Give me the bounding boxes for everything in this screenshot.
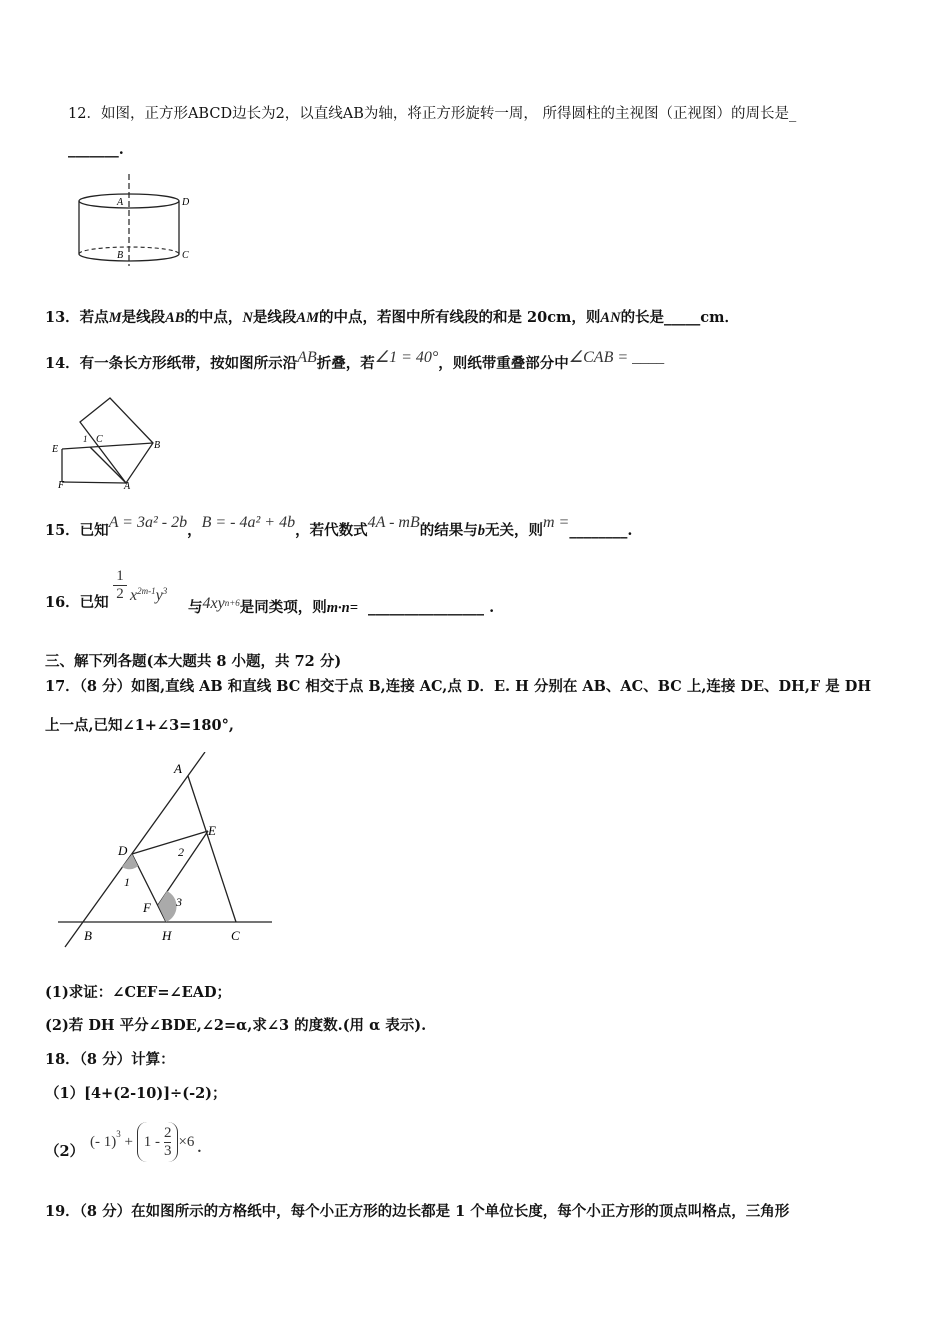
q16-monomial-1: $x^{2m-1}y^3$ — [130, 586, 168, 604]
q17-label-E: E — [208, 823, 216, 838]
q14-label-1: 1 — [83, 434, 88, 444]
q17-label-B: B — [84, 928, 92, 943]
q12-label-A: A — [117, 197, 124, 208]
q16-label: 16．已知 — [45, 594, 109, 611]
q14-label-E: E — [52, 444, 59, 455]
q16-text: 与$4xy^{n+6}$是同类项，则m·n= ________________ . — [188, 594, 495, 616]
section-3-heading: 三、解下列各题(本大题共 8 小题，共 72 分) — [45, 653, 342, 670]
q14-label-F: F — [58, 480, 65, 490]
q18-title: 18．（8 分）计算： — [45, 1051, 175, 1068]
q14-label-B: B — [154, 440, 161, 451]
q17-line2: 上一点,已知∠1+∠3=180°, — [45, 717, 234, 734]
q14-label-C: C — [96, 434, 103, 445]
q17-part1: (1)求证：∠CEF=∠EAD； — [45, 984, 232, 1001]
q12-label-C: C — [182, 250, 189, 261]
q18-part2-label: （2） — [45, 1143, 85, 1160]
q17-geometry-figure — [50, 752, 280, 952]
q14-label-A: A — [124, 481, 131, 490]
q18-part1: （1）[4+(2-10)]÷(-2)； — [45, 1085, 227, 1102]
q19-text: 19．（8 分）在如图所示的方格纸中，每个小正方形的边长都是 1 个单位长度，每个小正方形的顶点叫格点，三角形 — [45, 1203, 790, 1220]
q16-fraction: 1 2 — [113, 568, 127, 603]
q17-label-2: 2 — [178, 845, 184, 859]
q17-label-F: F — [143, 900, 151, 915]
q17-label-D: D — [118, 843, 128, 858]
q17-line1: 17．（8 分）如图,直线 AB 和直线 BC 相交于点 B,连接 AC,点 D．E. H 分别在 AB、AC、BC 上,连接 DE、DH,F 是 DH — [45, 678, 872, 695]
q14-text: 14．有一条长方形纸带，按如图所示沿AB折叠，若∠1 = 40°，则纸带重叠部分中∠CAB = ____ — [45, 349, 665, 372]
q17-label-3: 3 — [176, 895, 182, 909]
q12-cylinder-figure — [72, 172, 202, 268]
q15-text: 15．已知A = 3a² - 2b，B = - 4a² + 4b，若代数式4A - mB的结果与b无关，则m =________. — [45, 514, 633, 539]
q14-paper-figure — [50, 394, 170, 490]
q17-label-A: A — [174, 761, 182, 776]
q12-blank: _______. — [68, 141, 124, 158]
q12-label-D: D — [182, 197, 190, 208]
q13-text: 13．若点M是线段AB的中点，N是线段AM的中点，若图中所有线段的和是 20cm，则AN的长是_____cm． — [45, 309, 739, 326]
q12-label-B: B — [117, 250, 124, 261]
q17-part2: (2)若 DH 平分∠BDE,∠2=α,求∠3 的度数.(用 α 表示). — [45, 1017, 427, 1034]
q12-text: 12．如图，正方形ABCD边长为2，以直线AB为轴，将正方形旋转一周， 所得圆柱的主视图（正视图）的周长是_ — [68, 106, 797, 122]
q17-label-H: H — [162, 928, 172, 943]
q18-part2-expression: (- 1) 3 + 1 - 2 3 ×6 . — [90, 1120, 201, 1164]
q17-label-1: 1 — [124, 875, 130, 889]
q17-label-C: C — [231, 928, 240, 943]
